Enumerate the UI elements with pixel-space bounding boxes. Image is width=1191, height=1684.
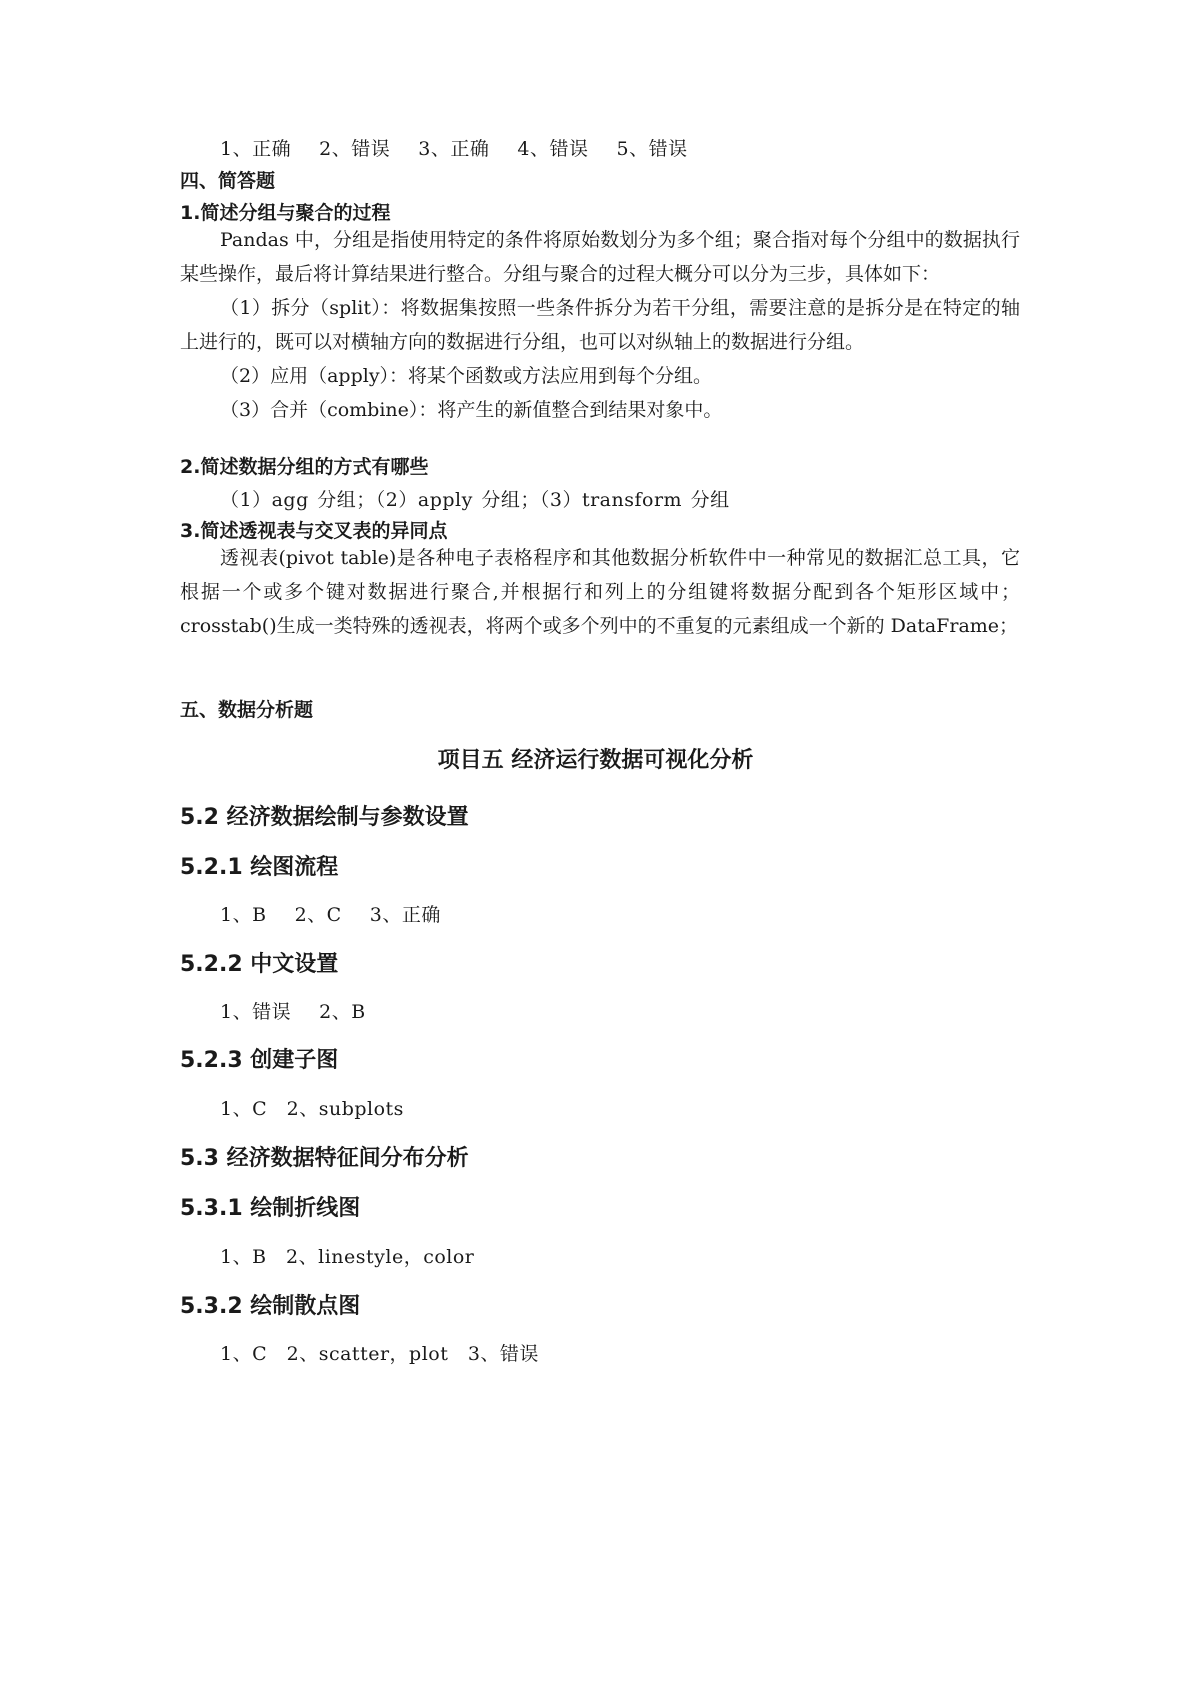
heading-5-2: 5.2 经济数据绘制与参数设置 — [180, 805, 469, 830]
project-title: 项目五 经济运行数据可视化分析 — [437, 748, 754, 773]
section-heading-data-analysis: 五、数据分析题 — [180, 699, 314, 721]
question-1-intro: Pandas 中，分组是指使用特定的条件将原始数划分为多个组；聚合指对每个分组中的数据执行某些操作，最后将计算结果进行整合。分组与聚合的过程大概分可以分为三步，具体如下： — [180, 229, 1020, 285]
question-3-heading: 3.简述透视表与交叉表的异同点 — [180, 520, 448, 542]
heading-5-2-2: 5.2.2 中文设置 — [180, 952, 339, 977]
question-2-answer: （1）agg 分组；（2）apply 分组；（3）transform 分组 — [220, 489, 730, 511]
answers-5-2-2: 1、错误 2、B — [220, 1001, 366, 1023]
heading-5-2-3: 5.2.3 创建子图 — [180, 1048, 339, 1073]
question-3-answer: 透视表(pivot table)是各种电子表格程序和其他数据分析软件中一种常见的数据汇总工具，它根据一个或多个键对数据进行聚合,并根据行和列上的分组键将数据分配到各个矩形区域中；crosstab()生成一类特殊的透视表，将两个或多个列中的不重复的元素组成一个新的 DataFrame； — [180, 547, 1020, 637]
heading-5-3-2: 5.3.2 绘制散点图 — [180, 1294, 361, 1319]
answers-5-2-3: 1、C 2、subplots — [220, 1098, 404, 1120]
answers-5-3-2: 1、C 2、scatter，plot 3、错误 — [220, 1343, 539, 1365]
answers-5-3-1: 1、B 2、linestyle，color — [220, 1246, 475, 1268]
question-1-step-split: （1）拆分（split）：将数据集按照一些条件拆分为若干分组，需要注意的是拆分是在特定的轴上进行的，既可以对横轴方向的数据进行分组，也可以对纵轴上的数据进行分组。 — [180, 297, 1020, 353]
heading-5-2-1: 5.2.1 绘图流程 — [180, 855, 339, 880]
question-1-step-apply: （2）应用（apply）：将某个函数或方法应用到每个分组。 — [220, 365, 713, 387]
judge-answers: 1、正确 2、错误 3、正确 4、错误 5、错误 — [220, 138, 688, 160]
question-3-body — [180, 541, 1020, 643]
heading-5-3-1: 5.3.1 绘制折线图 — [180, 1196, 361, 1221]
answers-5-2-1: 1、B 2、C 3、正确 — [220, 904, 441, 926]
heading-5-3: 5.3 经济数据特征间分布分析 — [180, 1146, 469, 1171]
question-2-heading: 2.简述数据分组的方式有哪些 — [180, 456, 429, 478]
section-heading-short-answer: 四、简答题 — [180, 170, 276, 192]
question-1-step-combine: （3）合并（combine）：将产生的新值整合到结果对象中。 — [220, 399, 723, 421]
question-1-body — [180, 223, 1020, 427]
question-1-heading: 1.简述分组与聚合的过程 — [180, 202, 391, 224]
